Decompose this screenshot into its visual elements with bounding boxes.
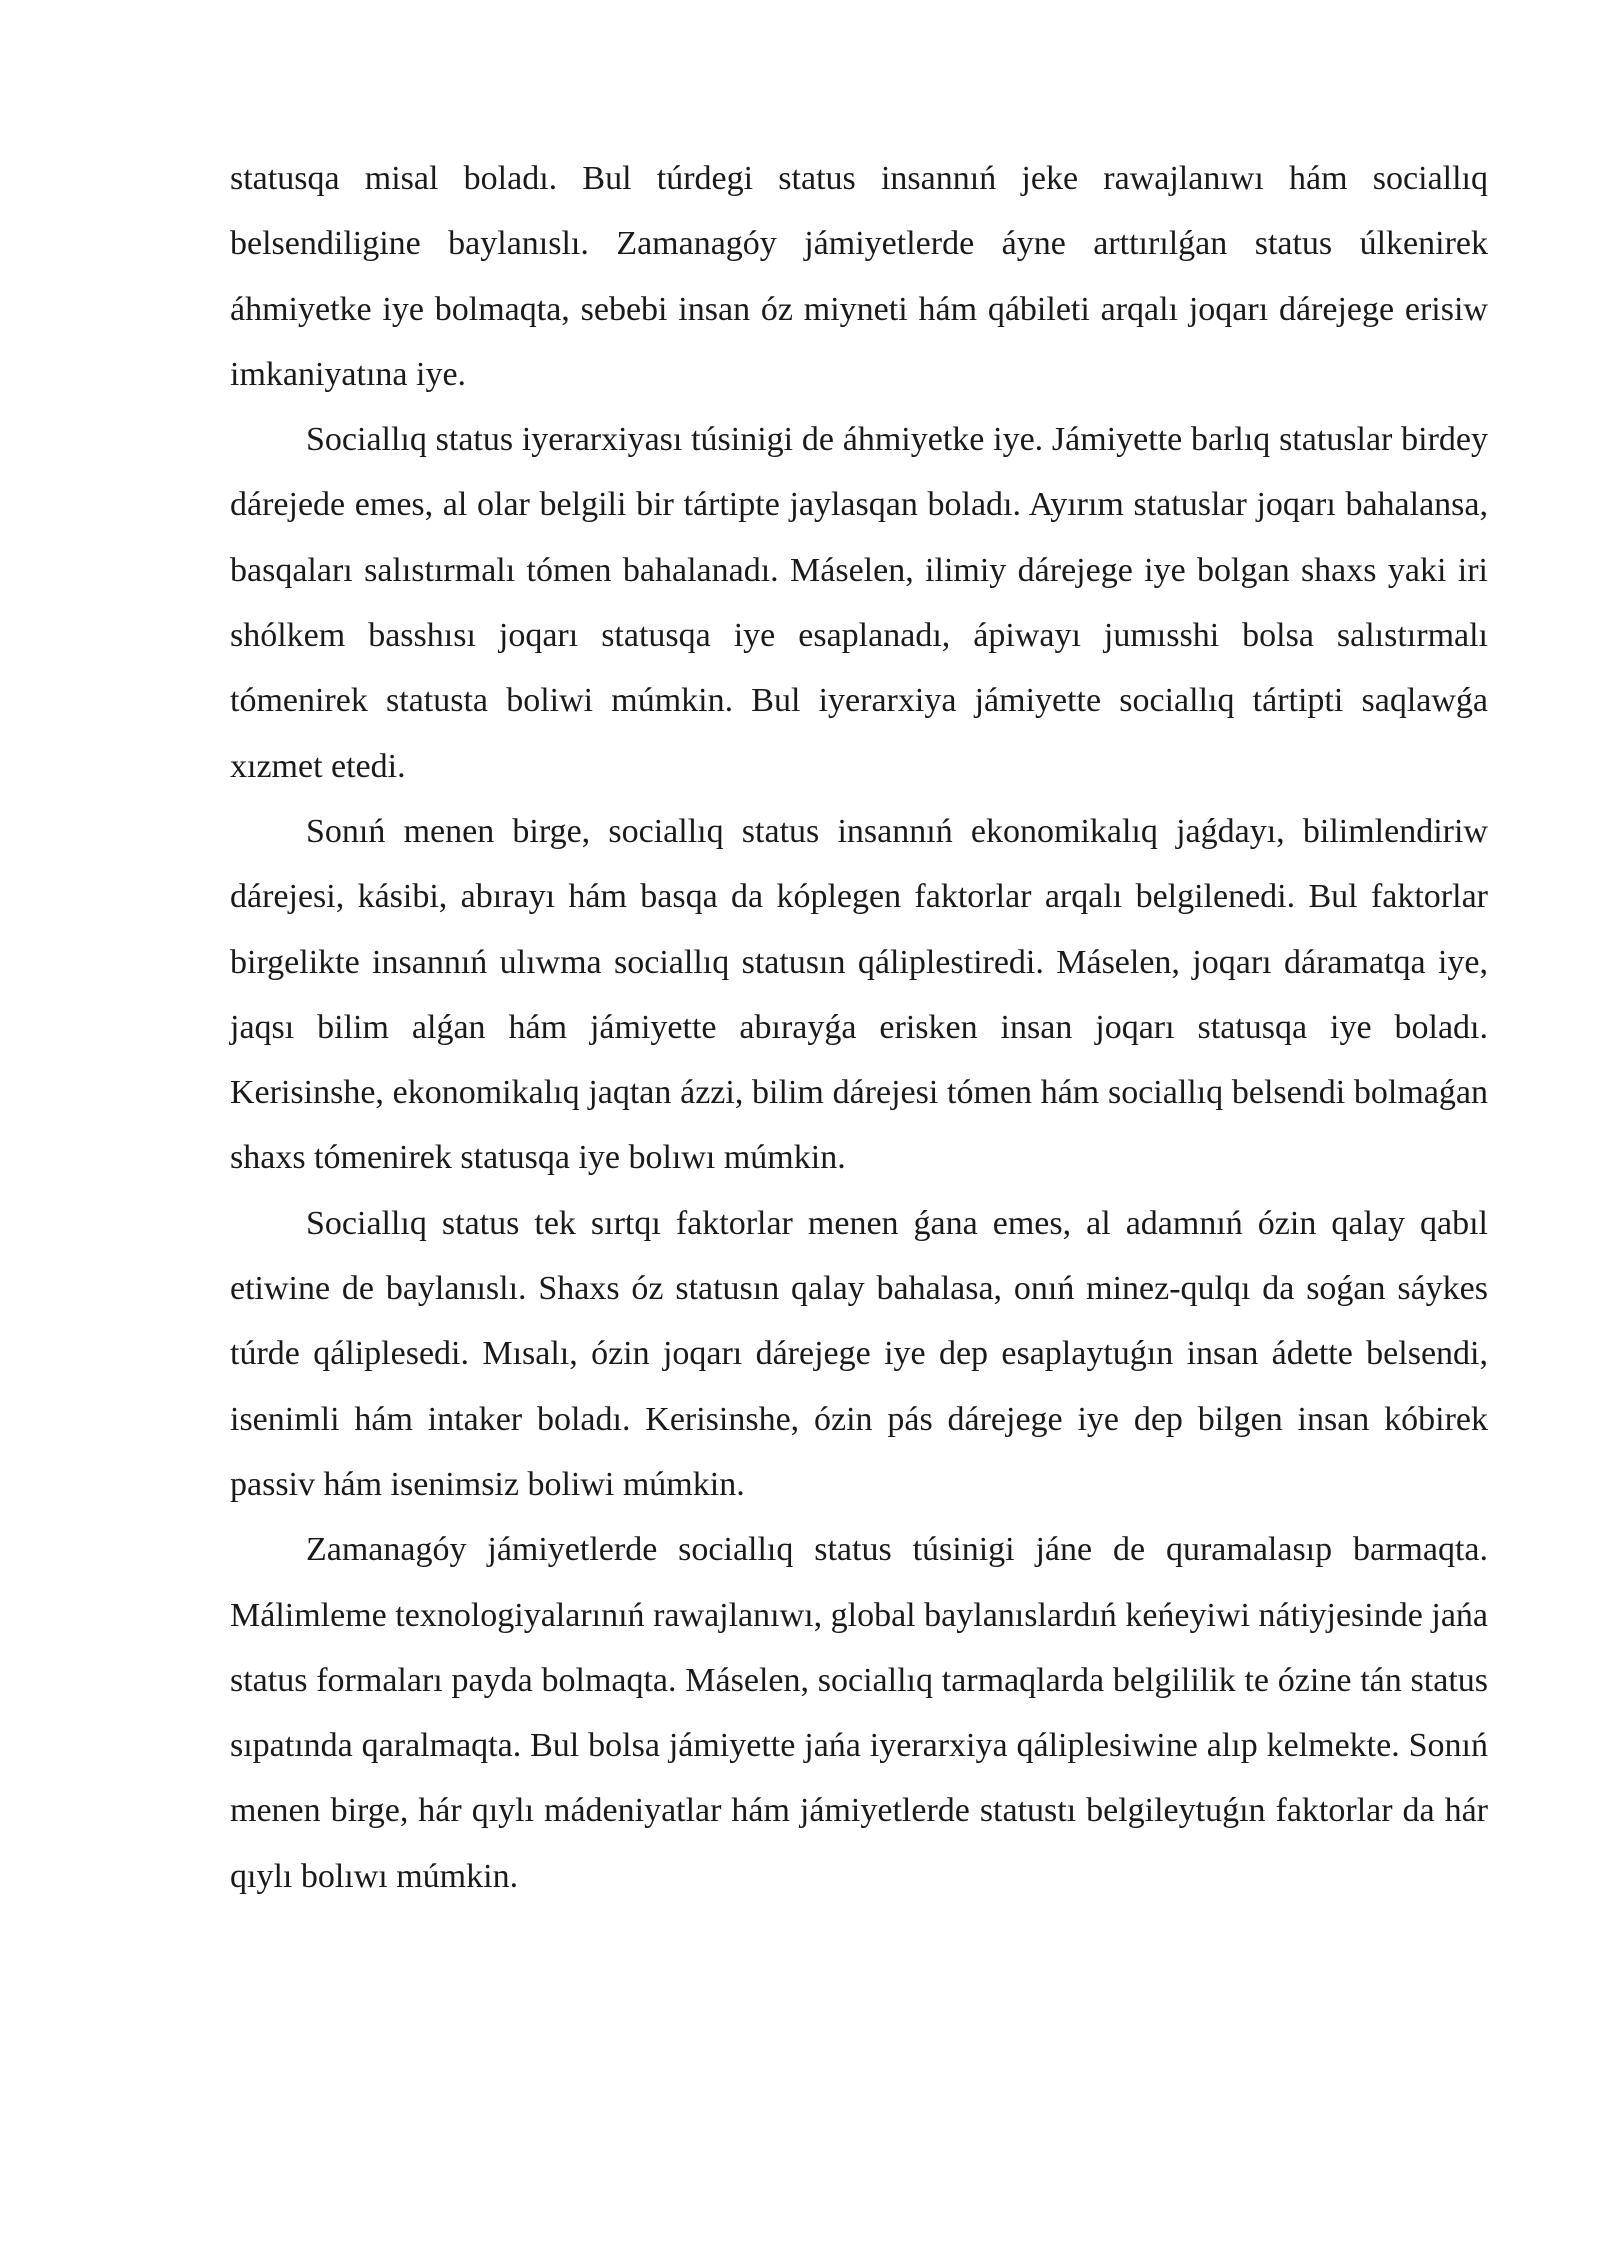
paragraph-modern-societies: Zamanagóy jámiyetlerde sociallıq status túsinigi jáne de quramalasıp barmaqta. Málimleme texnologiyalarınıń rawajlanıwı, global baylanıslardıń keńeyiwi nátiyjesinde jańa status formaları payda bolmaqta. Máselen, sociallıq tarmaqlarda belgililik te ózine tán status sıpatında qaralmaqta. Bul bolsa jámiyette jańa iyerarxiya qáliplesiwine alıp kelmekte. Sonıń menen birge, hár qıylı mádeniyatlar hám jámiyetlerde statustı belgileytuǵın faktorlar da hár qıylı bolıwı múmkin. [230, 1531, 1488, 1895]
document-body [230, 146, 1488, 1909]
paragraph-status-factors: Sonıń menen birge, sociallıq status insannıń ekonomikalıq jaǵdayı, bilimlendiriw dárejesi, kásibi, abırayı hám basqa da kóplegen faktorlar arqalı belgilenedi. Bul faktorlar birgelikte insannıń ulıwma sociallıq statusın qáliplestiredi. Máselen, joqarı dáramatqa iye, jaqsı bilim alǵan hám jámiyette abırayǵa erisken insan joqarı statusqa iye boladı. Kerisinshe, ekonomikalıq jaqtan ázzi, bilim dárejesi tómen hám sociallıq belsendi bolmaǵan shaxs tómenirek statusqa iye bolıwı múmkin. [230, 812, 1488, 1177]
paragraph-continuation: statusqa misal boladı. Bul túrdegi status insannıń jeke rawajlanıwı hám sociallıq belsendiligine baylanıslı. Zamanagóy jámiyetlerde áyne arttırılǵan status úlkenirek áhmiyetke iye bolmaqta, sebebi insan óz miyneti hám qábileti arqalı joqarı dárejege erisiw imkaniyatına iye. [230, 160, 1488, 393]
paragraph-self-perception: Sociallıq status tek sırtqı faktorlar menen ǵana emes, al adamnıń ózin qalay qabıl etiwine de baylanıslı. Shaxs óz statusın qalay bahalasa, onıń minez-qulqı da soǵan sáykes túrde qáliplesedi. Mısalı, ózin joqarı dárejege iye dep esaplaytuǵın insan ádette belsendi, isenimli hám intaker boladı. Kerisinshe, ózin pás dárejege iye dep bilgen insan kóbirek passiv hám isenimsiz boliwi múmkin. [230, 1204, 1488, 1503]
paragraph-status-hierarchy: Sociallıq status iyerarxiyası túsinigi de áhmiyetke iye. Jámiyette barlıq statuslar birdey dárejede emes, al olar belgili bir tártipte jaylasqan boladı. Ayırım statuslar joqarı bahalansa, basqaları salıstırmalı tómen bahalanadı. Máselen, ilimiy dárejege iye bolgan shaxs yaki iri shólkem basshısı joqarı statusqa iye esaplanadı, ápiwayı jumısshi bolsa salıstırmalı tómenirek statusta boliwi múmkin. Bul iyerarxiya jámiyette sociallıq tártipti saqlawǵa xızmet etedi. [230, 421, 1488, 785]
